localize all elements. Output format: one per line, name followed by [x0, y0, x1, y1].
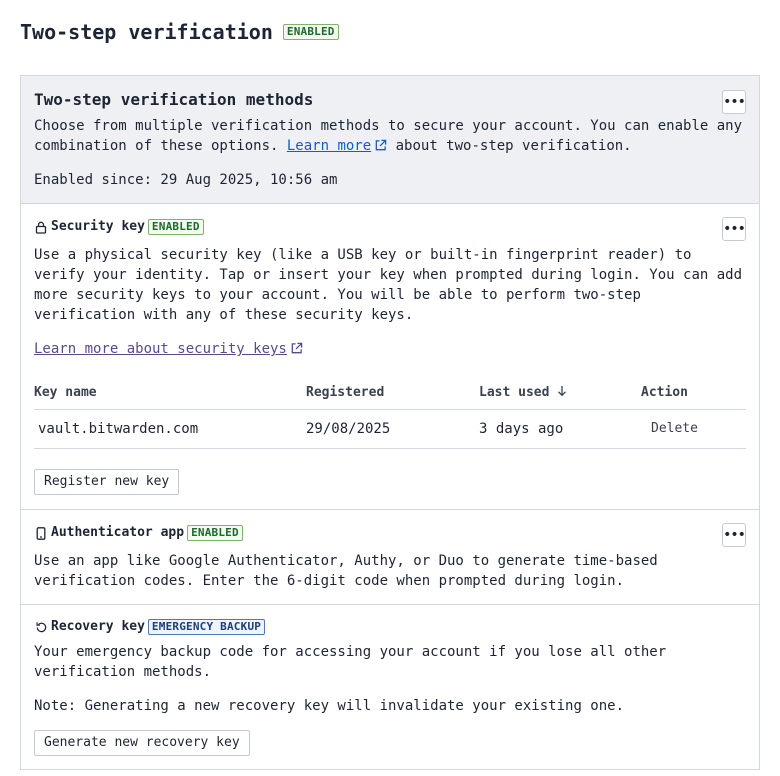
- learn-more-link[interactable]: [287, 138, 387, 154]
- key-name-cell: vault.bitwarden.com: [34, 410, 306, 449]
- authenticator-description: Use an app like Google Authenticator, Authy, or Duo to generate time-based verification codes. Enter the 6-digit code when prompted during login.: [34, 553, 658, 589]
- recovery-header: [34, 617, 746, 637]
- registered-cell: 29/08/2025: [306, 410, 479, 449]
- recovery-note: Note: Generating a new recovery key will invalidate your existing one.: [34, 698, 625, 714]
- security-keys-learn-more-label: Learn more about security keys: [34, 341, 287, 357]
- recovery-name: Recovery key: [51, 619, 145, 634]
- more-horizontal-icon[interactable]: •••: [722, 217, 746, 241]
- security-key-section: [21, 203, 759, 509]
- security-key-name: Security key: [51, 219, 145, 234]
- column-action: Action: [641, 377, 746, 410]
- methods-description: [34, 116, 746, 156]
- lock-icon: [34, 220, 48, 234]
- authenticator-badge: ENABLED: [187, 525, 243, 541]
- methods-intro: [21, 76, 759, 203]
- more-horizontal-icon[interactable]: •••: [722, 523, 746, 547]
- external-link-icon: [374, 139, 387, 152]
- recovery-description: Your emergency backup code for accessing your account if you lose all other verification methods.: [34, 644, 667, 680]
- methods-description-text: Choose from multiple verification methods to secure your account. You can enable any combination of these options.: [34, 118, 743, 154]
- enabled-since: Enabled since: 29 Aug 2025, 10:56 am: [34, 172, 338, 188]
- security-key-header: [34, 217, 746, 237]
- last-used-cell: 3 days ago: [479, 410, 641, 449]
- register-new-key-button[interactable]: Register new key: [34, 469, 179, 495]
- generate-recovery-key-button[interactable]: Generate new recovery key: [34, 730, 250, 756]
- methods-card: [20, 75, 760, 770]
- security-keys-table: [34, 377, 746, 449]
- learn-more-label: Learn more: [286, 138, 372, 154]
- delete-key-button[interactable]: Delete: [651, 421, 698, 436]
- arrow-down-icon: [557, 385, 567, 397]
- methods-description-suffix: about two-step verification.: [395, 138, 632, 154]
- recovery-badge: EMERGENCY BACKUP: [148, 619, 265, 635]
- column-registered: Registered: [306, 377, 479, 410]
- table-header-row: [34, 377, 746, 410]
- column-last-used-label: Last used: [479, 385, 550, 400]
- rotate-icon: [34, 620, 48, 634]
- security-key-description: Use a physical security key (like a USB key or built-in fingerprint reader) to verify your identity. Tap or insert your key when prompted during login. You can add more security keys to your account. You will be able to perform two-step verification with any of these security keys.: [34, 247, 743, 323]
- recovery-section: [21, 604, 759, 769]
- security-keys-learn-more-link[interactable]: [34, 341, 303, 357]
- column-last-used[interactable]: [479, 377, 641, 410]
- phone-icon: [34, 526, 48, 540]
- authenticator-header: [34, 523, 746, 543]
- methods-title: Two-step verification methods: [34, 90, 314, 109]
- column-key-name: Key name: [34, 377, 306, 410]
- page-title: Two-step verification: [20, 20, 273, 44]
- security-key-badge: ENABLED: [148, 219, 204, 235]
- external-link-icon: [290, 342, 303, 355]
- authenticator-name: Authenticator app: [51, 525, 185, 540]
- authenticator-section: [21, 509, 759, 604]
- status-badge: ENABLED: [283, 24, 339, 40]
- table-row: [34, 410, 746, 449]
- action-cell: [641, 410, 746, 449]
- page-header: [20, 18, 760, 46]
- more-horizontal-icon[interactable]: •••: [722, 90, 746, 114]
